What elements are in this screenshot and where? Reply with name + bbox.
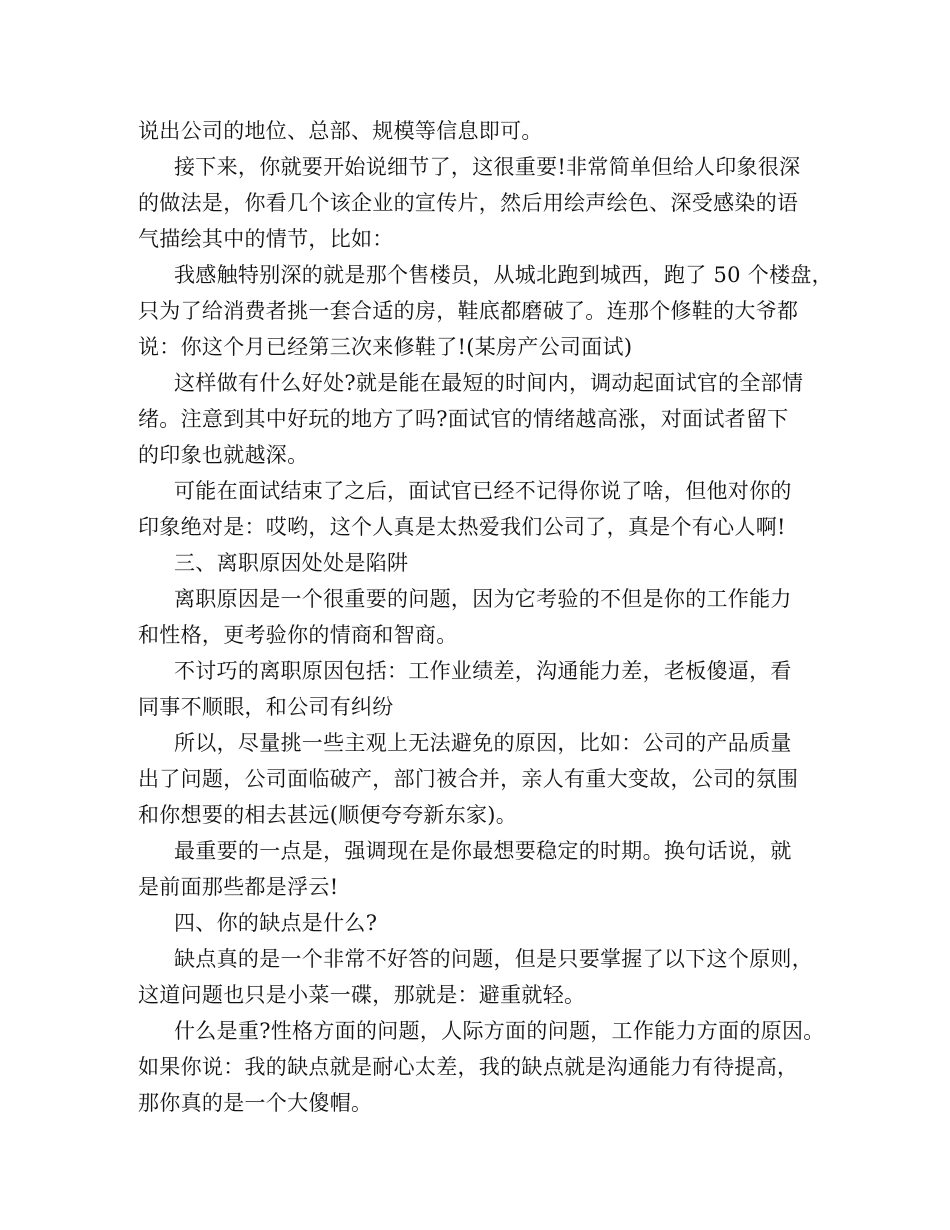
text-line: 如果你说：我的缺点就是耐心太差，我的缺点就是沟通能力有待提高， xyxy=(138,1055,799,1079)
text-line: 的做法是，你看几个该企业的宣传片，然后用绘声绘色、深受感染的语 xyxy=(138,191,799,215)
text-line: 所以，尽量挑一些主观上无法避免的原因，比如：公司的产品质量 xyxy=(174,731,792,755)
text-line: 我感触特别深的就是那个售楼员，从城北跑到城西，跑了 50 个楼盘， xyxy=(174,263,833,287)
body-text xyxy=(138,113,833,1121)
text-line: 出了问题，公司面临破产，部门被合并，亲人有重大变故，公司的氛围 xyxy=(138,767,799,791)
text-line: 那你真的是一个大傻帽。 xyxy=(138,1091,373,1115)
text-line: 这样做有什么好处?就是能在最短的时间内，调动起面试官的全部情 xyxy=(174,371,804,395)
text-line: 接下来，你就要开始说细节了，这很重要!非常简单但给人印象很深 xyxy=(174,155,801,179)
text-line: 绪。注意到其中好玩的地方了吗?面试官的情绪越高涨，对面试者留下 xyxy=(138,407,789,431)
text-line: 可能在面试结束了之后，面试官已经不记得你说了啥，但他对你的 xyxy=(174,479,792,503)
text-line: 只为了给消费者挑一套合适的房，鞋底都磨破了。连那个修鞋的大爷都 xyxy=(138,299,799,323)
text-line: 和性格，更考验你的情商和智商。 xyxy=(138,623,458,647)
text-line: 说：你这个月已经第三次来修鞋了!(某房产公司面试) xyxy=(138,335,633,359)
text-line: 最重要的一点是，强调现在是你最想要稳定的时期。换句话说，就 xyxy=(174,839,792,863)
text-line: 同事不顺眼，和公司有纠纷 xyxy=(138,695,394,719)
text-line: 的印象也就越深。 xyxy=(138,443,309,467)
section-heading: 四、你的缺点是什么? xyxy=(174,911,378,935)
section-heading: 三、离职原因处处是陷阱 xyxy=(174,551,409,575)
text-line: 印象绝对是：哎哟，这个人真是太热爱我们公司了，真是个有心人啊! xyxy=(138,515,786,539)
text-line: 缺点真的是一个非常不好答的问题，但是只要掌握了以下这个原则， xyxy=(174,947,813,971)
text-line: 离职原因是一个很重要的问题，因为它考验的不但是你的工作能力 xyxy=(174,587,792,611)
text-line: 是前面那些都是浮云! xyxy=(138,875,339,899)
text-line: 说出公司的地位、总部、规模等信息即可。 xyxy=(138,119,543,143)
text-line: 气描绘其中的情节，比如： xyxy=(138,227,394,251)
text-line: 不讨巧的离职原因包括：工作业绩差，沟通能力差，老板傻逼，看 xyxy=(174,659,792,683)
text-line: 和你想要的相去甚远(顺便夸夸新东家)。 xyxy=(138,803,518,827)
text-line: 什么是重?性格方面的问题，人际方面的问题，工作能力方面的原因。 xyxy=(174,1019,825,1043)
text-line: 这道问题也只是小菜一碟，那就是：避重就轻。 xyxy=(138,983,586,1007)
